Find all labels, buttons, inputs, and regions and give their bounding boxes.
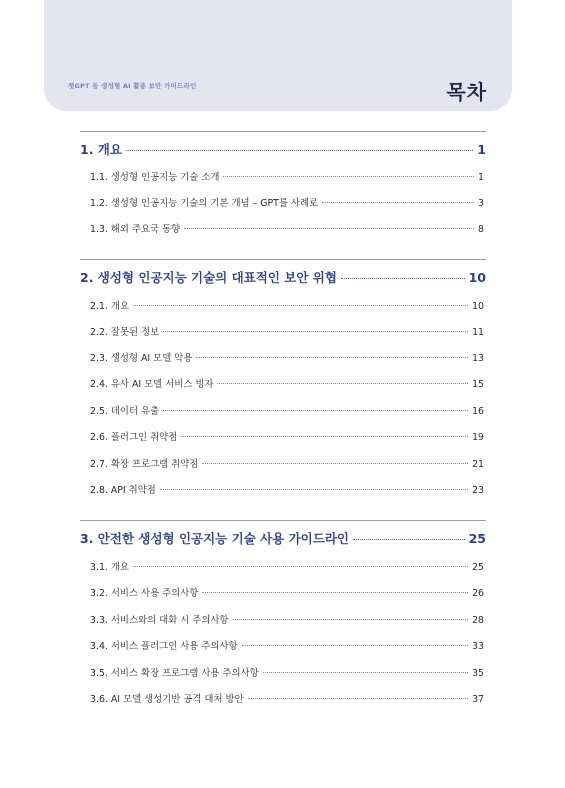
item-page: 13 [472, 353, 484, 364]
toc-item[interactable] [80, 350, 486, 364]
item-page: 26 [472, 588, 484, 599]
dot-leader [163, 410, 468, 411]
dot-leader [133, 305, 468, 306]
item-page: 16 [472, 406, 484, 417]
item-label: 1.1. 생성형 인공지능 기술 소개 [90, 172, 220, 183]
dot-leader [184, 228, 474, 229]
toc-item[interactable] [80, 376, 486, 390]
dot-leader [217, 383, 468, 384]
item-label: 3.6. AI 모델 생성기반 공격 대처 방안 [90, 694, 244, 705]
item-page: 33 [472, 641, 484, 652]
item-page: 15 [472, 379, 484, 390]
toc-item[interactable] [80, 691, 486, 705]
toc-item[interactable] [80, 585, 486, 599]
item-page: 25 [472, 562, 484, 573]
item-label: 2.8. API 취약점 [90, 485, 156, 496]
toc-section-2[interactable] [80, 268, 486, 286]
toc-heading: 목차 [446, 80, 487, 104]
item-label: 3.4. 서비스 플러그인 사용 주의사항 [90, 641, 238, 652]
toc-item[interactable] [80, 482, 486, 496]
dot-leader [263, 672, 468, 673]
toc-item[interactable] [80, 324, 486, 338]
section-page: 1 [477, 142, 486, 157]
toc-item[interactable] [80, 638, 486, 652]
item-page: 8 [478, 224, 484, 235]
toc-item[interactable] [80, 195, 486, 209]
dot-leader [202, 592, 468, 593]
item-page: 35 [472, 668, 484, 679]
dot-leader [196, 357, 468, 358]
dot-leader [353, 539, 465, 540]
toc-item[interactable] [80, 169, 486, 183]
item-label: 2.1. 개요 [90, 301, 129, 312]
item-page: 1 [478, 172, 484, 183]
item-page: 11 [472, 327, 484, 338]
section-title: 3. 안전한 생성형 인공지능 기술 사용 가이드라인 [80, 531, 349, 546]
item-label: 3.2. 서비스 사용 주의사항 [90, 588, 199, 599]
section-divider [80, 259, 486, 260]
toc-item[interactable] [80, 221, 486, 235]
toc-section-3[interactable] [80, 529, 486, 547]
toc-item[interactable] [80, 456, 486, 470]
item-label: 1.2. 생성형 인공지능 기술의 기본 개념 – GPT를 사례로 [90, 198, 319, 209]
item-page: 21 [472, 459, 484, 470]
running-title: 챗GPT 등 생성형 AI 활용 보안 가이드라인 [68, 82, 197, 90]
dot-leader [126, 150, 473, 151]
header-band [44, 0, 512, 111]
item-page: 23 [472, 485, 484, 496]
item-label: 2.7. 확장 프로그램 취약점 [90, 459, 199, 470]
section-title: 1. 개요 [80, 142, 122, 157]
dot-leader [341, 278, 465, 279]
toc-item[interactable] [80, 298, 486, 312]
dot-leader [160, 489, 468, 490]
toc-item[interactable] [80, 612, 486, 626]
section-page: 25 [468, 531, 486, 546]
dot-leader [181, 436, 468, 437]
item-label: 2.2. 잘못된 정보 [90, 327, 160, 338]
item-page: 37 [472, 694, 484, 705]
dot-leader [133, 566, 468, 567]
item-label: 3.1. 개요 [90, 562, 129, 573]
section-title: 2. 생성형 인공지능 기술의 대표적인 보안 위협 [80, 270, 337, 285]
item-page: 19 [472, 432, 484, 443]
item-label: 3.5. 서비스 확장 프로그램 사용 주의사항 [90, 668, 259, 679]
toc-item[interactable] [80, 559, 486, 573]
dot-leader [233, 619, 469, 620]
item-label: 2.5. 데이터 유출 [90, 406, 160, 417]
item-page: 3 [478, 198, 484, 209]
item-label: 3.3. 서비스와의 대화 시 주의사항 [90, 615, 229, 626]
item-page: 10 [472, 301, 484, 312]
section-page: 10 [468, 270, 486, 285]
item-label: 2.6. 플러그인 취약점 [90, 432, 178, 443]
dot-leader [223, 176, 474, 177]
dot-leader [248, 698, 468, 699]
item-label: 2.4. 유사 AI 모델 서비스 빙자 [90, 379, 214, 390]
section-divider [80, 131, 486, 132]
dot-leader [322, 202, 474, 203]
toc-item[interactable] [80, 403, 486, 417]
item-label: 2.3. 생성형 AI 모델 악용 [90, 353, 193, 364]
toc-item[interactable] [80, 665, 486, 679]
toc-item[interactable] [80, 429, 486, 443]
item-label: 1.3. 해외 주요국 동향 [90, 224, 181, 235]
item-page: 28 [472, 615, 484, 626]
dot-leader [163, 331, 468, 332]
dot-leader [242, 645, 469, 646]
section-divider [80, 520, 486, 521]
toc-section-1[interactable] [80, 140, 486, 158]
dot-leader [202, 463, 468, 464]
